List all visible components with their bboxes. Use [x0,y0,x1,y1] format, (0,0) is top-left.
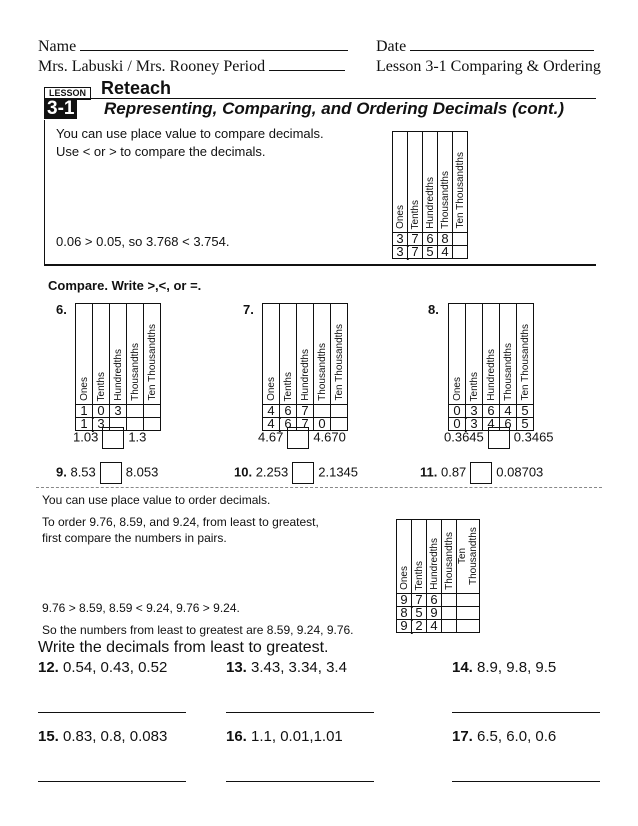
table-cell: 4 [263,418,280,431]
reteach-heading: Reteach [101,78,172,98]
problem-9-right: 8.053 [125,464,159,480]
answer-line-14[interactable] [452,712,600,713]
problem-14-number: 14. [452,659,473,676]
header-ones: Ones [398,566,410,590]
problem-8-left: 0.3645 [444,429,484,445]
problem-6-compare [73,427,146,449]
problem-7-left: 4.67 [258,429,284,445]
problem-8-compare [444,427,554,449]
table-cell: 3 . [466,405,483,418]
table-cell: 0 [314,418,331,431]
problem-9-left: 8.53 [70,464,96,480]
table-cell [442,620,457,633]
problem-8-answer-box[interactable] [488,427,510,449]
name-field [38,38,348,56]
answer-line-15[interactable] [38,781,186,782]
intro-line-2: Use < or > to compare the decimals. [56,144,266,159]
header-tenths: Tenths [95,371,107,401]
table-cell: 0 [449,405,466,418]
problem-6-number: 6. [56,302,67,317]
table-cell: 5 . [412,607,427,620]
problem-15 [38,728,167,745]
table-cell [442,594,457,607]
table-cell: 4 [500,405,517,418]
table-cell: 8 [397,607,412,620]
intro-conclusion: 0.06 > 0.05, so 3.768 < 3.754. [56,234,230,249]
problem-6-table [75,303,161,431]
order-pairs: 9.76 > 8.59, 8.59 < 9.24, 9.76 > 9.24. [42,601,240,615]
problem-17-text: 6.5, 6.0, 0.6 [477,728,557,745]
table-cell: 8 [438,233,453,246]
table-cell [457,594,480,607]
problem-9-number: 9. [56,464,67,480]
table-cell [442,607,457,620]
problem-11-left: 0.87 [440,464,467,480]
table-cell [457,607,480,620]
header-ten-thousandths: Ten Thousandths [454,152,466,229]
order-line-1: You can use place value to order decimals. [42,493,271,507]
answer-line-17[interactable] [452,781,600,782]
header-tenths: Tenths [409,199,421,229]
table-cell: 6 [500,418,517,431]
problem-16 [226,728,343,745]
table-cell: 1 [76,405,93,418]
problem-8-right: 0.3465 [513,429,554,445]
table-cell: 4 [483,418,500,431]
problem-13-text: 3.43, 3.34, 3.4 [251,659,347,676]
problem-10-right: 2.1345 [318,464,359,480]
problem-16-number: 16. [226,728,247,745]
header-tenths: Tenths [468,371,480,401]
table-cell: 5 [517,418,534,431]
period-line[interactable] [269,70,345,71]
table-cell: 9 [427,607,442,620]
name-label: Name [38,38,77,55]
section-divider [36,487,602,488]
table-cell: 6 . [280,418,297,431]
problem-11-number: 11. [420,464,438,480]
problem-12 [38,659,167,676]
problem-10-answer-box[interactable] [292,462,314,484]
problem-10-left: 2.253 [255,464,289,480]
header-hundredths: Hundredths [112,349,124,401]
header-thousandths: Thousandths [316,343,328,401]
header-hundredths: Hundredths [424,177,436,229]
lesson-tag: LESSON [44,87,91,100]
table-cell [457,620,480,633]
table-cell [144,405,161,418]
table-cell: 2 . [412,620,427,633]
problem-17 [452,728,556,745]
date-field [376,38,594,56]
table-cell: 3 . [466,418,483,431]
table-cell: 4 [438,246,453,259]
problem-8-number: 8. [428,302,439,317]
answer-line-12[interactable] [38,712,186,713]
problem-10 [234,462,358,484]
table-cell [331,405,348,418]
header-tenths: Tenths [282,371,294,401]
answer-line-16[interactable] [226,781,374,782]
compare-instruction: Compare. Write >,<, or =. [48,278,202,293]
table-cell: 3 [393,233,408,246]
problem-6-right: 1.3 [128,429,147,445]
problem-7-answer-box[interactable] [287,427,309,449]
name-line[interactable] [80,50,348,51]
header-ten-thousandths: Ten Thousandths [519,324,531,401]
header-thousandths: Thousandths [502,343,514,401]
header-ten-thousandths: Ten Thousandths [146,324,158,401]
header-hundredths: Hundredths [428,538,440,590]
problem-17-number: 17. [452,728,473,745]
table-cell: 3 [110,405,127,418]
lesson-title: Representing, Comparing, and Ordering Decimals (cont.) [104,99,565,118]
problem-7-right: 4.670 [313,429,346,445]
header-ten-thousandths: Ten Thousandths [333,324,345,401]
header-ones: Ones [394,205,406,229]
problem-11-answer-box[interactable] [470,462,492,484]
header-hundredths: Hundredths [299,349,311,401]
answer-line-13[interactable] [226,712,374,713]
table-cell [453,246,468,259]
problem-15-text: 0.83, 0.8, 0.083 [63,728,168,745]
header-ones: Ones [78,377,90,401]
table-cell: 0 . [93,405,110,418]
problem-12-number: 12. [38,659,59,676]
table-cell: 7 [297,418,314,431]
problem-14 [452,659,556,676]
table-cell: 7 . [408,233,423,246]
problem-11 [420,462,543,484]
order-line-3: first compare the numbers in pairs. [42,531,227,545]
header-hundredths: Hundredths [485,349,497,401]
problem-13-number: 13. [226,659,247,676]
problem-16-text: 1.1, 0.01,1.01 [251,728,343,745]
problem-6-left: 1.03 [73,429,99,445]
problem-11-right: 0.08703 [496,464,544,480]
table-cell: 6 [483,405,500,418]
table-cell: 4 [263,405,280,418]
table-cell: 3 . [93,418,110,431]
date-label: Date [376,38,407,55]
table-cell: 6 [427,594,442,607]
order-line-2: To order 9.76, 8.59, and 9.24, from least to greatest, [42,515,319,529]
table-cell: 6 . [280,405,297,418]
problem-6-answer-box[interactable] [102,427,124,449]
table-cell: 0 [449,418,466,431]
date-line[interactable] [410,50,594,51]
order-result: So the numbers from least to greatest are 8.59, 9.24, 9.76. [42,623,354,637]
table-cell: 7 . [412,594,427,607]
problem-9-answer-box[interactable] [100,462,122,484]
problem-14-text: 8.9, 9.8, 9.5 [477,659,557,676]
table-cell: 1 [76,418,93,431]
problem-10-number: 10. [234,464,253,480]
table-cell [127,405,144,418]
table-cell [453,233,468,246]
problem-7-compare [258,427,346,449]
table-cell: 5 [517,405,534,418]
lesson-number: 3-1 [44,99,77,119]
lesson-title-header: Lesson 3-1 Comparing & Ordering [376,58,601,75]
table-cell: 5 [423,246,438,259]
table-cell: 4 [427,620,442,633]
table-cell: 6 [423,233,438,246]
intro-place-value-table [392,131,468,259]
header-ones: Ones [265,377,277,401]
header-ten-thousandths: Ten Thousandths [457,527,479,585]
order-place-value-table [396,519,480,633]
header-ones: Ones [451,377,463,401]
practice-instruction: Write the decimals from least to greatest. [38,639,329,656]
problem-12-text: 0.54, 0.43, 0.52 [63,659,168,676]
problem-8-table [448,303,534,431]
teachers-label: Mrs. Labuski / Mrs. Rooney Period [38,58,266,75]
problem-15-number: 15. [38,728,59,745]
intro-line-1: You can use place value to compare decimals. [56,126,324,141]
header-thousandths: Thousandths [443,532,455,590]
teacher-line [38,58,345,76]
problem-9 [56,462,158,484]
problem-7-number: 7. [243,302,254,317]
header-thousandths: Thousandths [439,171,451,229]
table-cell: 7 . [408,246,423,259]
header-tenths: Tenths [413,560,425,590]
table-cell: 3 [393,246,408,259]
table-cell: 9 [397,594,412,607]
table-cell: 9 [397,620,412,633]
header-thousandths: Thousandths [129,343,141,401]
problem-13 [226,659,347,676]
problem-7-table [262,303,348,431]
table-cell: 7 [297,405,314,418]
